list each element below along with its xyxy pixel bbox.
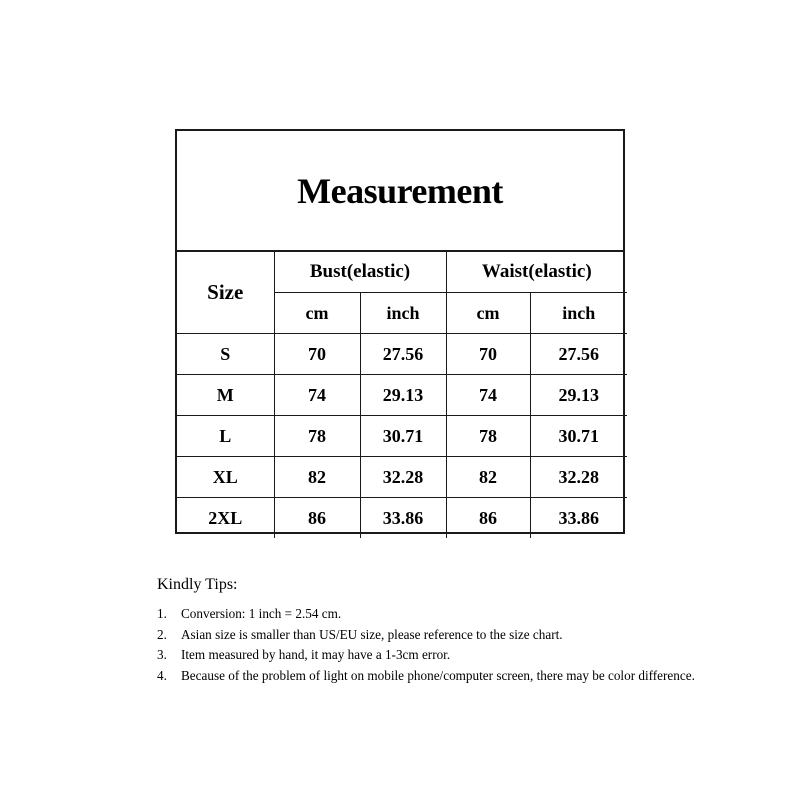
tip-number: 1.	[157, 606, 167, 621]
waist-cm-cell: 70	[446, 334, 530, 375]
waist-inch-cell: 32.28	[530, 457, 627, 498]
bust-cm-cell: 70	[274, 334, 360, 375]
table-row	[177, 457, 627, 498]
tip-text: Because of the problem of light on mobile phone/computer screen, there may be color difference.	[181, 667, 695, 683]
tips-heading: Kindly Tips:	[157, 576, 238, 593]
table-row	[177, 498, 627, 539]
bust-inch-cell: 32.28	[360, 457, 446, 498]
size-cell: XL	[177, 457, 274, 498]
bust-inch-cell: 27.56	[360, 334, 446, 375]
bust-inch-cell: 30.71	[360, 416, 446, 457]
tip-number: 2.	[157, 626, 167, 642]
chart-title: Measurement	[177, 131, 623, 252]
size-table	[177, 252, 627, 538]
waist-inch-cell: 27.56	[530, 334, 627, 375]
waist-cm-cell: 82	[446, 457, 530, 498]
table-header-row	[177, 252, 627, 293]
bust-inch-cell: 29.13	[360, 375, 446, 416]
waist-inch-cell: 30.71	[530, 416, 627, 457]
waist-cm-cell: 74	[446, 375, 530, 416]
waist-column-header: Waist(elastic)	[446, 252, 627, 293]
table-row	[177, 375, 627, 416]
waist-cm-cell: 78	[446, 416, 530, 457]
list-item	[157, 604, 757, 625]
bust-column-header: Bust(elastic)	[274, 252, 446, 293]
tip-number: 4.	[157, 667, 167, 683]
waist-inch-cell: 29.13	[530, 375, 627, 416]
table-row	[177, 416, 627, 457]
tip-text: Item measured by hand, it may have a 1-3cm error.	[181, 647, 451, 662]
size-cell: 2XL	[177, 498, 274, 539]
tip-text: Conversion: 1 inch = 2.54 cm.	[181, 606, 342, 621]
size-cell: S	[177, 334, 274, 375]
waist-inch-cell: 33.86	[530, 498, 627, 539]
bust-cm-cell: 74	[274, 375, 360, 416]
bust-cm-cell: 78	[274, 416, 360, 457]
bust-cm-header: cm	[274, 293, 360, 334]
bust-inch-header: inch	[360, 293, 446, 334]
table-row	[177, 334, 627, 375]
size-cell: L	[177, 416, 274, 457]
size-chart	[175, 129, 625, 534]
list-item	[157, 625, 757, 646]
size-column-header: Size	[177, 252, 274, 334]
kindly-tips	[157, 575, 757, 686]
waist-inch-header: inch	[530, 293, 627, 334]
size-cell: M	[177, 375, 274, 416]
waist-cm-header: cm	[446, 293, 530, 334]
bust-cm-cell: 86	[274, 498, 360, 539]
waist-cm-cell: 86	[446, 498, 530, 539]
list-item	[157, 666, 757, 687]
tip-number: 3.	[157, 647, 167, 662]
tip-text: Asian size is smaller than US/EU size, please reference to the size chart.	[181, 626, 563, 642]
list-item	[157, 645, 757, 666]
bust-inch-cell: 33.86	[360, 498, 446, 539]
bust-cm-cell: 82	[274, 457, 360, 498]
